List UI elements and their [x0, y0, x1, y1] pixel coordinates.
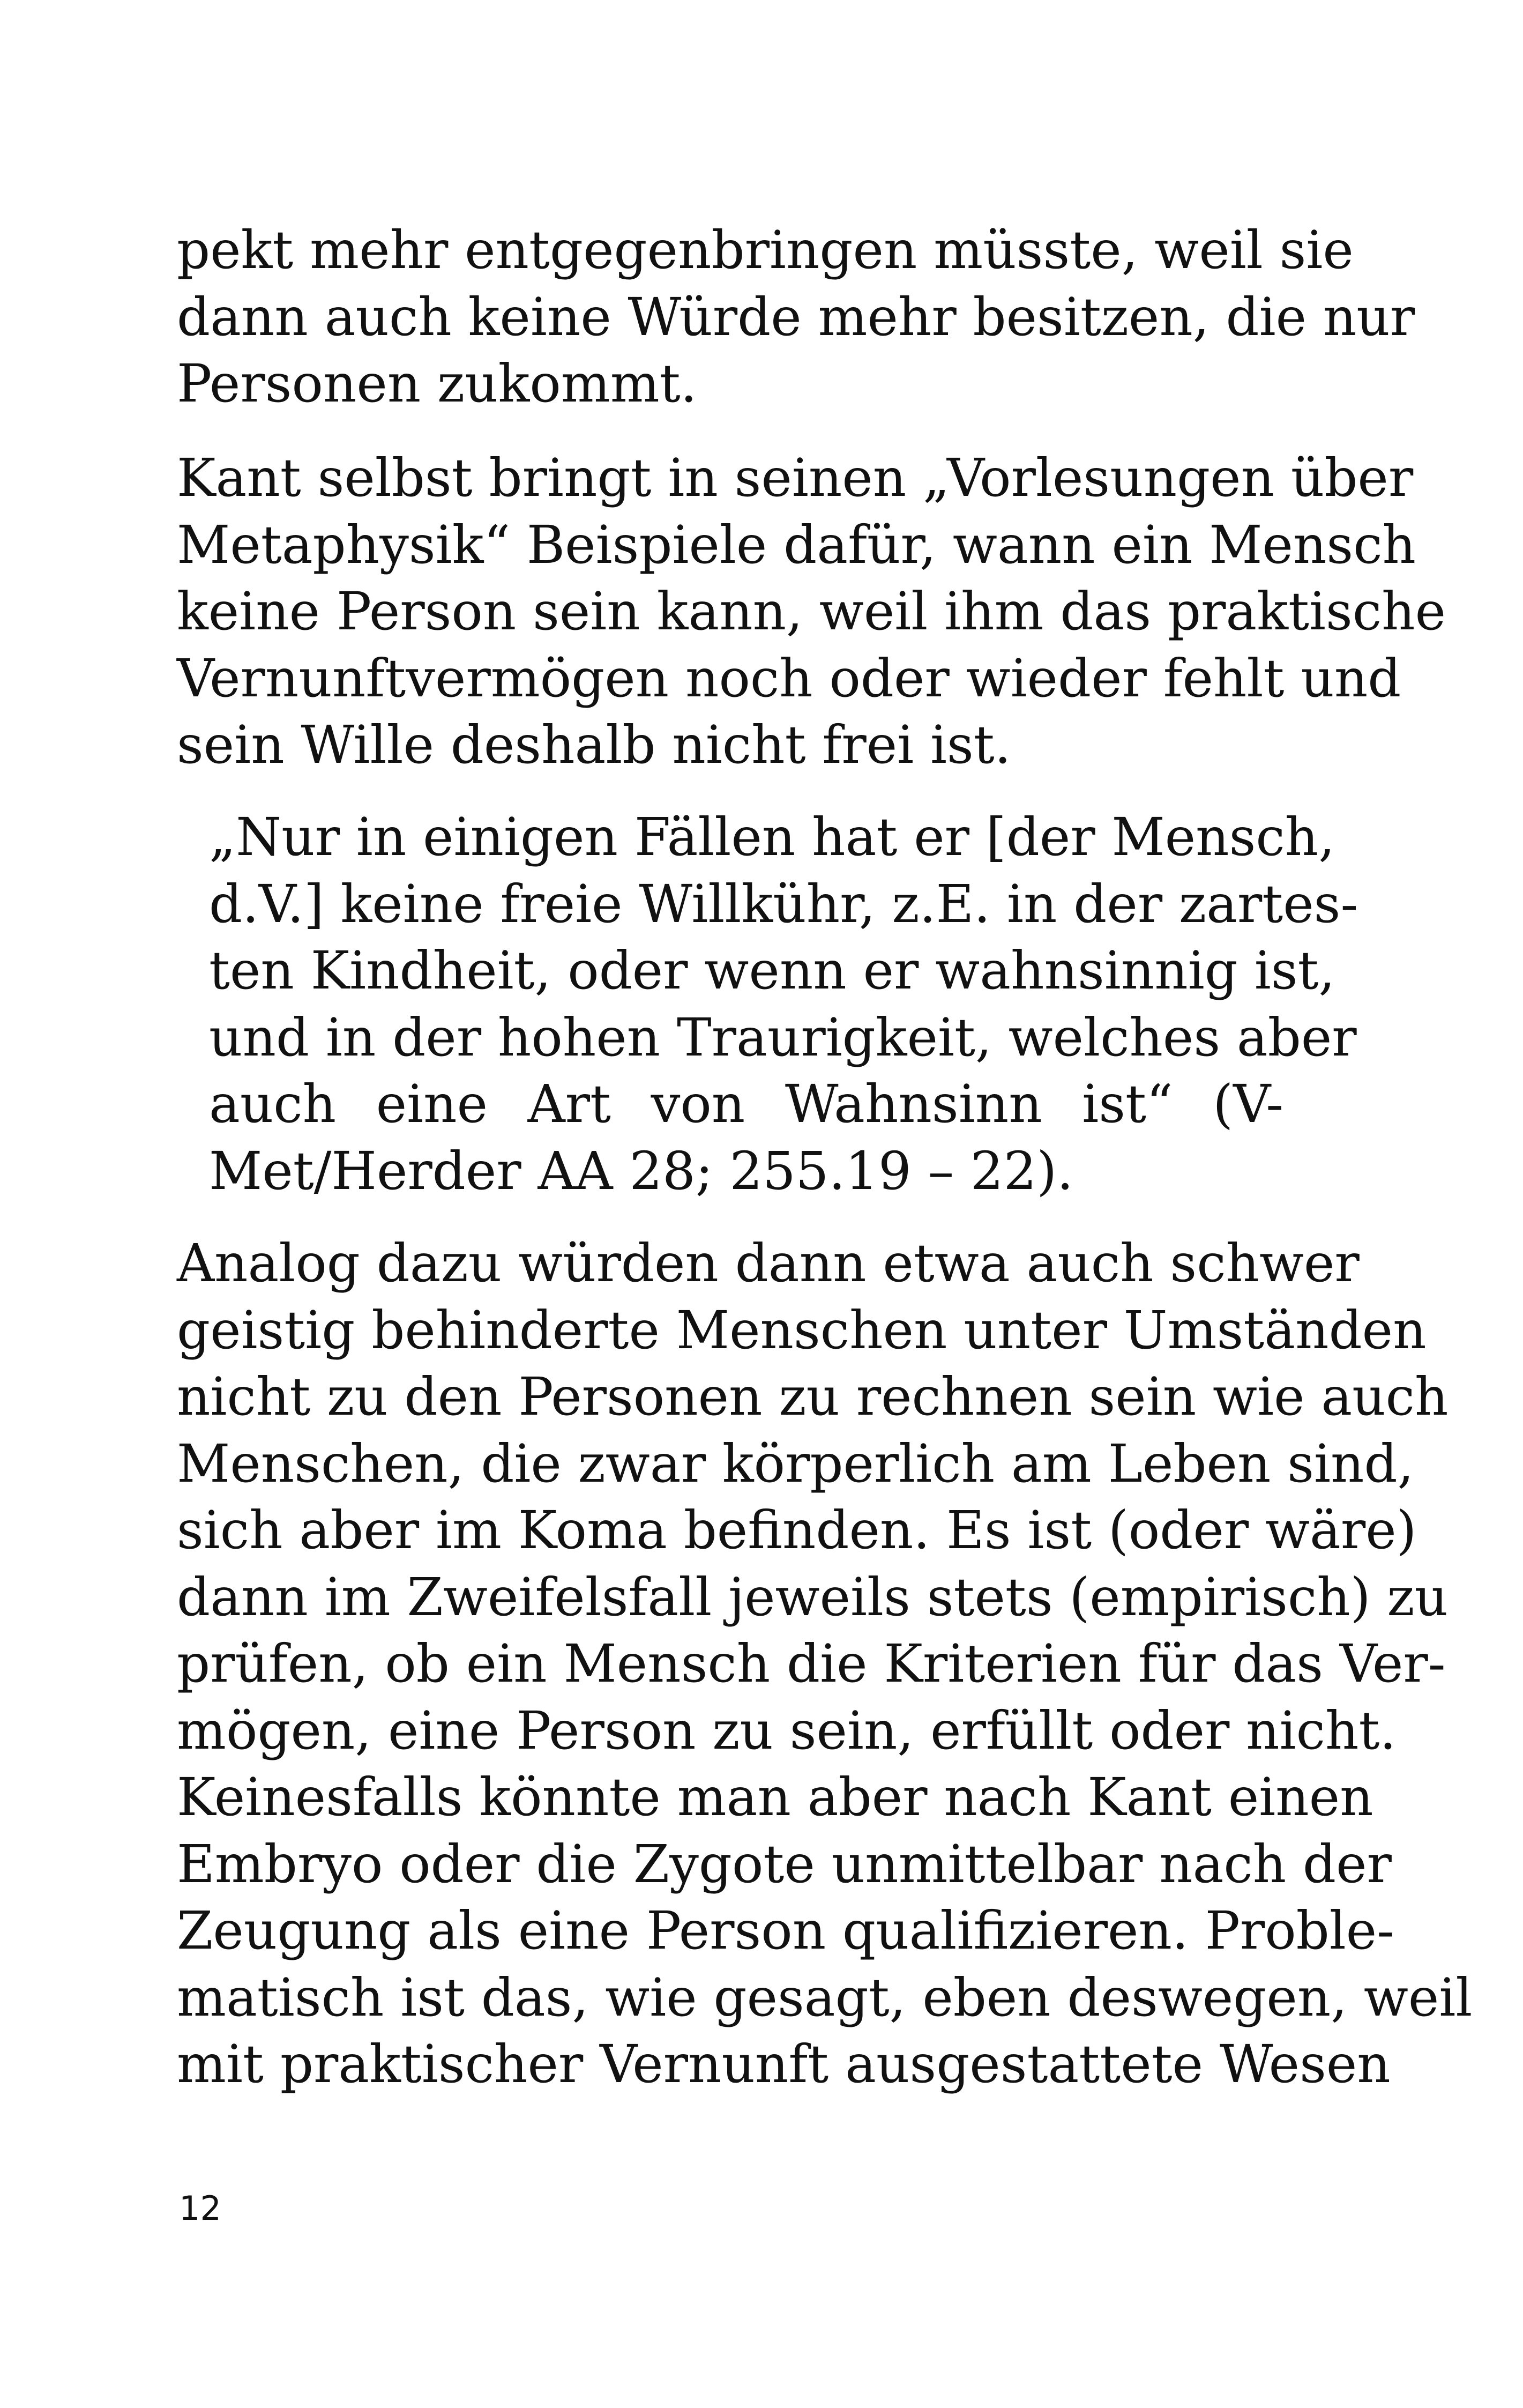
- text-line: Personen zukommt.: [177, 353, 697, 414]
- quote-line: auch eine Art von Wahnsinn ist“ (V-: [209, 1074, 1283, 1134]
- text-line: dann auch keine Würde mehr besitzen, die nur: [177, 286, 1415, 347]
- text-line: Zeugung als eine Person qualifizieren. Proble-: [177, 1900, 1394, 1961]
- text-line: keine Person sein kann, weil ihm das praktische: [177, 581, 1446, 642]
- text-line: Analog dazu würden dann etwa auch schwer: [177, 1233, 1360, 1294]
- text-line: sich aber im Koma befinden. Es ist (oder wäre): [177, 1500, 1417, 1560]
- text-line: Metaphysik“ Beispiele dafür, wann ein Mensch: [177, 514, 1416, 575]
- text-line: nicht zu den Personen zu rechnen sein wie auch: [177, 1366, 1449, 1427]
- text-line: Keinesfalls könnte man aber nach Kant einen: [177, 1767, 1373, 1827]
- text-line: geistig behinderte Menschen unter Umständen: [177, 1299, 1427, 1361]
- text-line: Vernunftvermögen noch oder wieder fehlt und: [177, 648, 1401, 709]
- text-line: Embryo oder die Zygote unmittelbar nach der: [177, 1833, 1392, 1894]
- paragraph-2: [177, 445, 1446, 779]
- quote-line: „Nur in einigen Fällen hat er [der Mensch,: [209, 807, 1335, 867]
- text-line: mögen, eine Person zu sein, erfüllt oder nicht.: [177, 1700, 1397, 1761]
- quote-line: Met/Herder AA 28; 255.19 – 22).: [209, 1140, 1074, 1201]
- quote-line: ten Kindheit, oder wenn er wahnsinnig ist,: [209, 940, 1335, 1001]
- text-line: Kant selbst bringt in seinen „Vorlesungen über: [177, 448, 1414, 508]
- paragraph-1: [177, 217, 1415, 418]
- text-line: pekt mehr entgegenbringen müsste, weil sie: [177, 220, 1354, 280]
- text-line: mit praktischer Vernunft ausgestattete Wesen: [177, 2034, 1391, 2094]
- text-line: Menschen, die zwar körperlich am Leben sind,: [177, 1433, 1414, 1494]
- text-line: sein Wille deshalb nicht frei ist.: [177, 715, 1011, 775]
- quote-line: d.V.] keine freie Willkühr, z.E. in der zartes-: [209, 873, 1358, 934]
- paragraph-3: [177, 1230, 1473, 2098]
- text-line: matisch ist das, wie gesagt, eben deswegen, weil: [177, 1967, 1473, 2028]
- quote-line: und in der hohen Traurigkeit, welches aber: [209, 1007, 1357, 1068]
- text-line: prüfen, ob ein Mensch die Kriterien für das Ver-: [177, 1633, 1446, 1694]
- text-line: dann im Zweifelsfall jeweils stets (empirisch) zu: [177, 1566, 1449, 1627]
- page-number: 12: [179, 2189, 221, 2228]
- block-quote: [209, 804, 1358, 1205]
